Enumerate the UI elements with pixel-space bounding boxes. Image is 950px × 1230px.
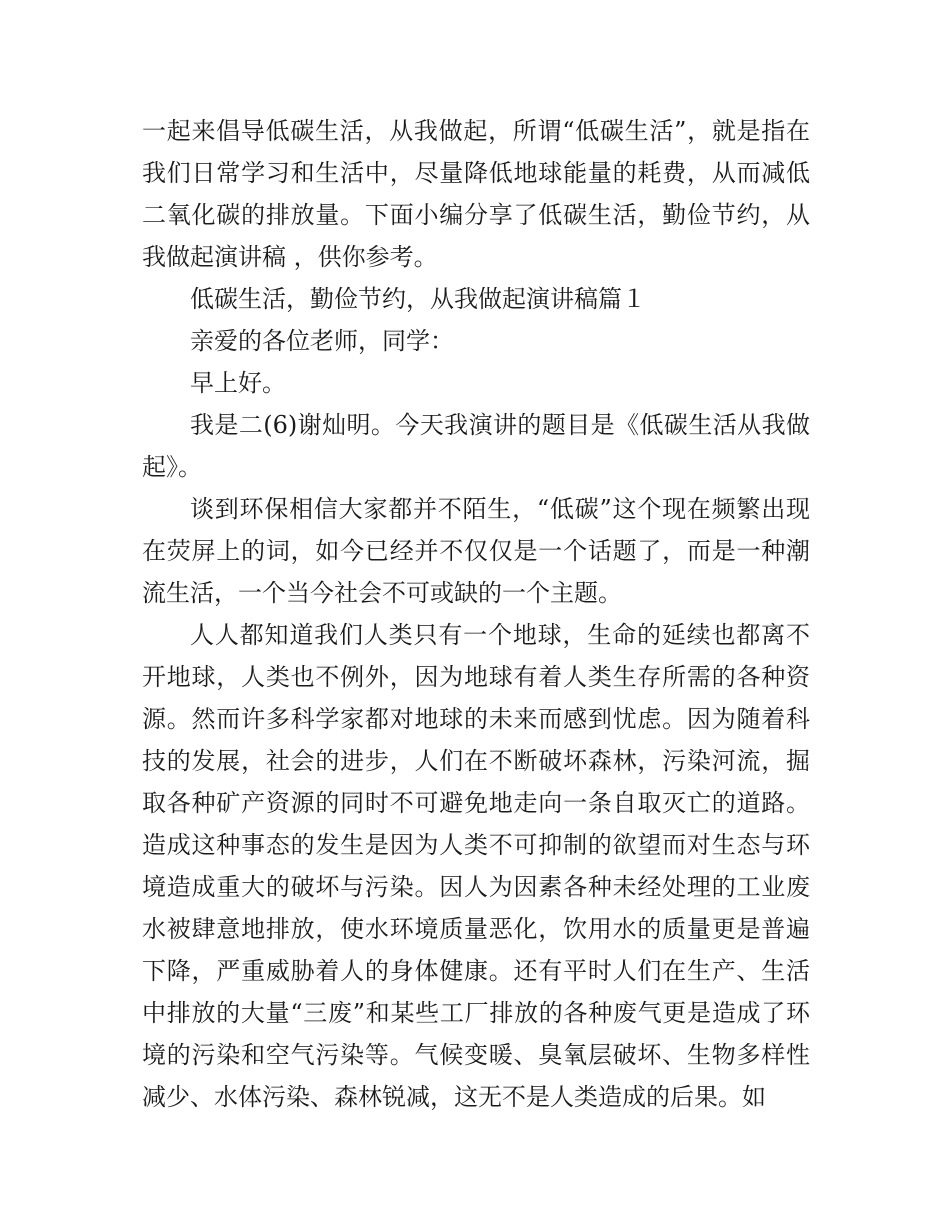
body-paragraph: 人人都知道我们人类只有一个地球，生命的延续也都离不开地球，人类也不例外，因为地球有着人类生存所需的各种资源。然而许多科学家都对地球的未来而感到忧虑。因为随着科技的发展，社会的进步，人们在不断破坏森林，污染河流，掘取各种矿产资源的同时不可避免地走向一条自取灭亡的道路。造成这种事态的发生是因为人类不可抑制的欲望而对生态与环境造成重大的破坏与污染。因人为因素各种未经处理的工业废水被肆意地排放，使水环境质量恶化，饮用水的质量更是普遍下降，严重威胁着人的身体健康。还有平时人们在生产、生活中排放的大量“三废”和某些工厂排放的各种废气更是造成了环境的污染和空气污染等。气候变暖、臭氧层破坏、生物多样性减少、水体污染、森林锐减，这无不是人类造成的后果。如 xyxy=(142,621,810,1111)
speech-title-paragraph: 低碳生活，勤俭节约，从我做起演讲稿篇１ xyxy=(190,285,646,313)
intro-paragraph: 一起来倡导低碳生活，从我做起，所谓“低碳生活”，就是指在我们日常学习和生活中，尽量降低地球能量的耗费，从而减低二氧化碳的排放量。下面小编分享了低碳生活，勤俭节约，从我做起演讲稿 ，供你参考。 xyxy=(142,117,810,271)
salutation-paragraph: 亲爱的各位老师，同学： xyxy=(190,327,454,355)
document-page xyxy=(142,110,810,1118)
topic-paragraph: 谈到环保相信大家都并不陌生，“低碳”这个现在频繁出现在荧屏上的词，如今已经并不仅仅是一个话题了，而是一种潮流生活，一个当今社会不可或缺的一个主题。 xyxy=(142,495,810,607)
greeting-paragraph: 早上好。 xyxy=(190,369,286,397)
speaker-intro-paragraph: 我是二(6)谢灿明。今天我演讲的题目是《低碳生活从我做起》。 xyxy=(142,411,810,481)
